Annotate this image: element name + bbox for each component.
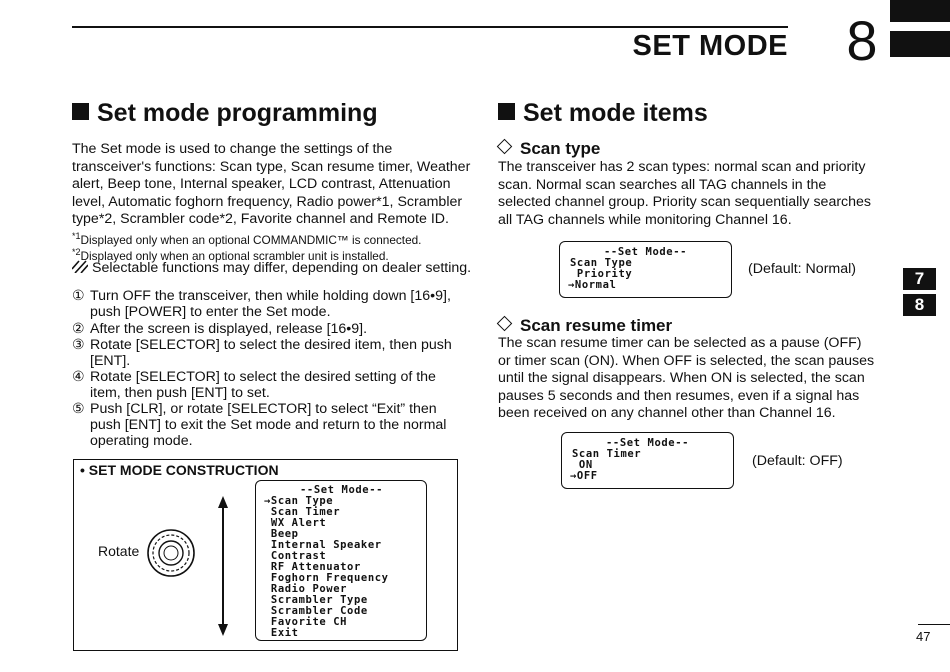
footer-rule [918, 624, 950, 625]
construction-box [73, 459, 458, 651]
selector-knob-icon [146, 528, 196, 578]
step-3: ③ Rotate [SELECTOR] to select the desired item, then push [ENT]. [72, 337, 452, 370]
scan-type-description: The transceiver has 2 scan types: normal scan and priority scan. Normal scan searches all TAG channels in the selected channel group. Priority scan sequentially searches all TAG channels while monitoring Channel 16. [498, 159, 872, 228]
page-title: SET MODE [632, 30, 788, 62]
note-hatch-icon [72, 260, 88, 273]
left-heading: Set mode programming [72, 99, 378, 128]
intro-paragraph: The Set mode is used to change the settings of the transceiver's functions: Scan type, Scan resume timer, Weather alert, Beep tone, Internal speaker, LCD contrast, Attenuation level, Automatic foghorn frequency, Radio power*1, Scrambler type*2, Scrambler code*2, Favorite channel and Remote ID. [72, 141, 471, 228]
scan-resume-lcd: --Set Mode-- Scan Timer ON →OFF [561, 432, 734, 489]
chapter-number: 8 [846, 9, 878, 72]
header-rule [72, 26, 788, 28]
diamond-bullet-icon [497, 139, 513, 155]
footnote-1: $^{*1}$Displayed only when an optional COMMANDMIC™ is connected. [72, 231, 422, 247]
scan-resume-heading: Scan resume timer [495, 316, 672, 336]
page-number: 47 [916, 629, 931, 644]
step-1: ① Turn OFF the transceiver, then while holding down [16•9], push [POWER] to enter the Set mode. [72, 288, 451, 321]
construction-title: • SET MODE CONSTRUCTION [80, 462, 279, 478]
chapter-bar-top [890, 0, 950, 22]
rotate-label: Rotate [98, 543, 140, 559]
scan-type-heading: Scan type [495, 139, 600, 159]
chapter-tab-8[interactable]: 8 [903, 294, 936, 316]
scan-resume-default: (Default: OFF) [752, 453, 843, 469]
dealer-note: Selectable functions may differ, depending on dealer setting. [72, 260, 472, 278]
step-4: ④ Rotate [SELECTOR] to select the desired setting of the item, then push [ENT] to set. [72, 369, 436, 402]
footnote-2: $^{*2}$Displayed only when an optional scrambler unit is installed. [72, 247, 389, 263]
square-bullet-icon [72, 103, 89, 120]
square-bullet-icon [498, 103, 515, 120]
right-heading: Set mode items [498, 99, 708, 128]
chapter-tab-7[interactable]: 7 [903, 268, 936, 290]
step-2: ② After the screen is displayed, release [16•9]. [72, 321, 368, 337]
diamond-bullet-icon [497, 316, 513, 332]
scan-resume-description: The scan resume timer can be selected as a pause (OFF) or timer scan (ON). When OFF is selected, the scan pauses until the signal disappears. When ON is selected, the scan pauses 5 seconds and then resumes, even if a signal has been received on any channel other than Channel 16. [498, 335, 875, 422]
step-5: ⑤ Push [CLR], or rotate [SELECTOR] to select “Exit” then push [ENT] to exit the Set mode and return to the normal operating mode. [72, 401, 447, 450]
construction-lcd: --Set Mode-- →Scan Type Scan Timer WX Alert Beep Internal Speaker Contrast RF Attenuator Foghorn Frequency Radio Power Scrambler Type Scrambler Code Favorite CH Exit [255, 480, 427, 641]
chapter-bar-bottom [890, 31, 950, 57]
scan-type-lcd: --Set Mode-- Scan Type Priority →Normal [559, 241, 732, 298]
rotate-arrow-icon [216, 496, 230, 636]
scan-type-default: (Default: Normal) [748, 261, 857, 277]
